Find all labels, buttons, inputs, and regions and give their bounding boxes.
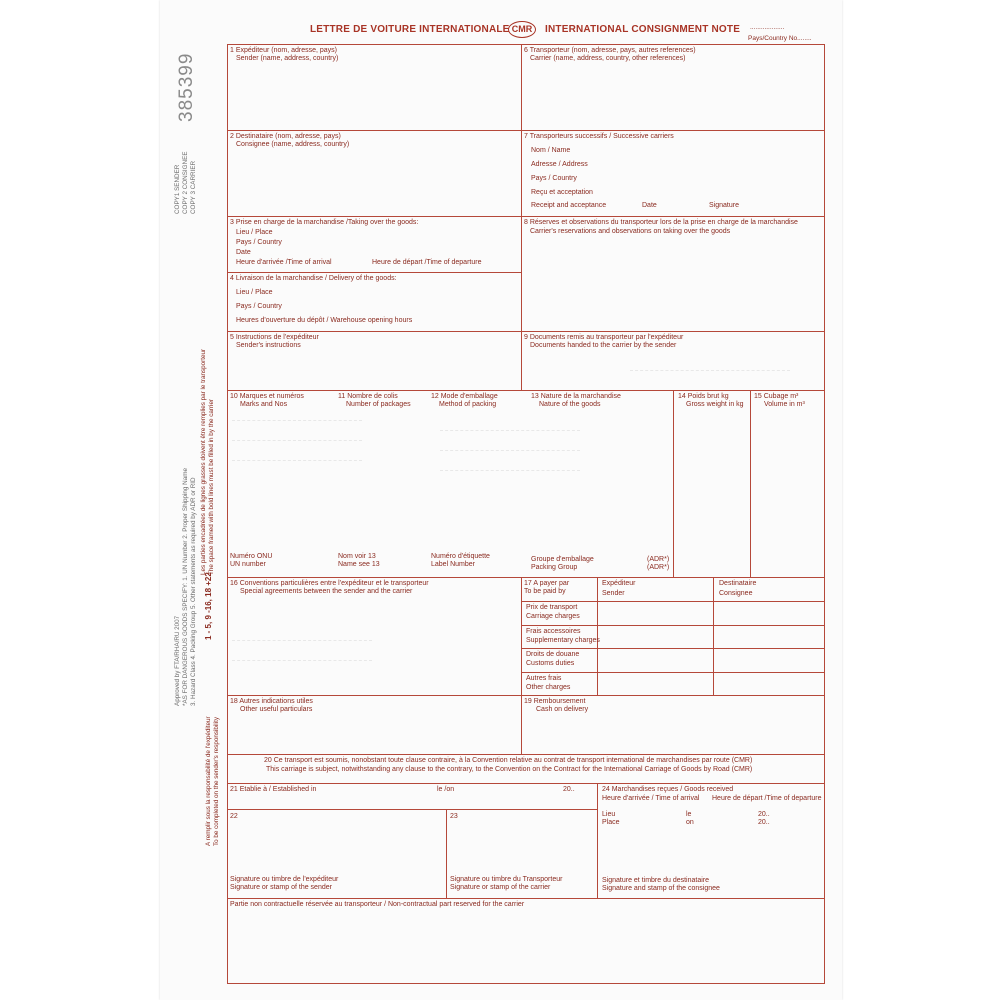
divider: [227, 898, 825, 899]
box17-row2-fr: Frais accessoires: [526, 628, 581, 635]
dg-onu: Numéro ONU: [230, 553, 273, 560]
divider: [521, 577, 522, 754]
box24-le: le: [686, 811, 692, 818]
box20-text-en: This carriage is subject, notwithstanding any clause to the contrary, to the Convention on the Contract for the International Carriage of Goods by Road (CMR): [266, 766, 753, 773]
box24-year-1: 20..: [758, 811, 770, 818]
divider: [597, 577, 598, 695]
box9-subtitle: Documents handed to the carrier by the sender: [530, 342, 677, 349]
divider: [521, 672, 825, 673]
box7-receipt: Receipt and acceptance: [531, 202, 607, 209]
box17-title: 17 A payer par: [524, 580, 570, 587]
box17-sender-fr: Expéditeur: [602, 580, 636, 587]
ghost-line: [630, 370, 790, 371]
box7-pays: Pays / Country: [531, 175, 577, 182]
box17-row4-en: Other charges: [526, 684, 571, 691]
pays-country-no: Pays/Country No........: [748, 35, 812, 42]
box24-place: Place: [602, 819, 620, 826]
divider: [227, 331, 825, 332]
box24-title: 24 Marchandises reçues / Goods received: [602, 786, 734, 793]
box8-subtitle: Carrier's reservations and observations on taking over the goods: [530, 228, 731, 235]
box3-date: Date: [236, 249, 251, 256]
bold-lines-note-fr: Les parties encadrées de lignes grasses doivent être remplies par le transporteur: [200, 348, 207, 575]
dg-label: Label Number: [431, 561, 475, 568]
dg-groupe: Groupe d'emballage: [531, 556, 594, 563]
box2-title: 2 Destinataire (nom, adresse, pays): [230, 133, 341, 140]
divider: [521, 44, 522, 390]
box17-subtitle: To be paid by: [524, 588, 566, 595]
boxes-note: 1 - 5, 9 -16, 18 +22: [204, 572, 213, 640]
divider: [446, 809, 447, 898]
divider: [521, 625, 825, 626]
non-contractual-part: Partie non contractuelle réservée au transporteur / Non-contractual part reserved for the carrier: [230, 901, 525, 908]
box7-title: 7 Transporteurs successifs / Successive carriers: [524, 133, 674, 140]
box3-lieu: Lieu / Place: [236, 229, 273, 236]
box21-established: 21 Etablie à / Established in: [230, 786, 317, 793]
col10-title: 10 Marques et numéros: [230, 393, 304, 400]
hazard-note: 3. Hazard Class 4. Packing Group 5. Other statements as required by ADR or RID: [190, 477, 197, 706]
dg-adr-1: (ADR*): [647, 556, 670, 563]
divider: [521, 648, 825, 649]
box1-subtitle: Sender (name, address, country): [236, 55, 339, 62]
box18-subtitle: Other useful particulars: [240, 706, 313, 713]
box16-subtitle: Special agreements between the sender and the carrier: [240, 588, 413, 595]
divider: [227, 577, 825, 578]
box7-date: Date: [642, 202, 657, 209]
bold-lines-note-en: The space framed with bold lines must be filled in by the carrier: [208, 398, 215, 575]
divider: [227, 390, 825, 391]
box9-title: 9 Documents remis au transporteur par l'expéditeur: [524, 334, 684, 341]
ghost-line: [232, 640, 372, 641]
box17-consignee-en: Consignee: [719, 590, 753, 597]
box3-pays: Pays / Country: [236, 239, 282, 246]
form-outer-frame: [227, 44, 825, 984]
ghost-line: [232, 440, 362, 441]
box22-signature-fr: Signature ou timbre de l'expéditeur: [230, 876, 339, 883]
box7-recu: Reçu et acceptation: [531, 189, 593, 196]
box4-lieu: Lieu / Place: [236, 289, 273, 296]
box19-title: 19 Remboursement: [524, 698, 586, 705]
copy-1-label: COPY1 SENDER: [174, 164, 181, 214]
box5-title: 5 Instructions de l'expéditeur: [230, 334, 319, 341]
divider: [227, 754, 825, 755]
divider: [713, 577, 714, 695]
col10-subtitle: Marks and Nos: [240, 401, 288, 408]
box19-subtitle: Cash on delivery: [536, 706, 589, 713]
box23-signature-en: Signature or stamp of the carrier: [450, 884, 551, 891]
ghost-line: [232, 660, 372, 661]
divider: [227, 695, 825, 696]
box4-heures: Heures d'ouverture du dépôt / Warehouse opening hours: [236, 317, 413, 324]
box2-subtitle: Consignee (name, address, country): [236, 141, 350, 148]
box23-signature-fr: Signature ou timbre du Transporteur: [450, 876, 563, 883]
divider: [227, 216, 825, 217]
box24-year-2: 20..: [758, 819, 770, 826]
box8-title: 8 Réserves et observations du transporteur lors de la prise en charge de la marchandise: [524, 219, 798, 226]
box17-row3-fr: Droits de douane: [526, 651, 580, 658]
box16-title: 16 Conventions particulières entre l'expéditeur et le transporteur: [230, 580, 429, 587]
divider: [750, 390, 751, 577]
col14-title: 14 Poids brut kg: [678, 393, 729, 400]
col11-title: 11 Nombre de colis: [338, 393, 398, 400]
ghost-line: [440, 450, 580, 451]
col13-subtitle: Nature of the goods: [539, 401, 601, 408]
box22-number: 22: [230, 813, 238, 820]
sender-responsibility-fr: A remplir sous la responsabilité de l'expéditeur: [205, 716, 212, 846]
col15-subtitle: Volume in m³: [764, 401, 805, 408]
divider: [597, 783, 598, 898]
ghost-line: [232, 420, 362, 421]
header-dots: ...................: [750, 24, 785, 31]
box18-title: 18 Autres indications utiles: [230, 698, 313, 705]
col11-subtitle: Number of packages: [346, 401, 411, 408]
divider: [227, 272, 521, 273]
divider: [227, 809, 597, 810]
dg-etiquette: Numéro d'étiquette: [431, 553, 490, 560]
col15-title: 15 Cubage m³: [754, 393, 799, 400]
copy-3-label: COPY 3 CARRIER: [190, 160, 197, 214]
box17-sender-en: Sender: [602, 590, 625, 597]
dg-packing: Packing Group: [531, 564, 578, 571]
divider: [673, 390, 674, 577]
serial-number: 385399: [176, 52, 197, 122]
dg-un: UN number: [230, 561, 266, 568]
col14-subtitle: Gross weight in kg: [686, 401, 744, 408]
box17-row1-fr: Prix de transport: [526, 604, 578, 611]
box17-row1-en: Carriage charges: [526, 613, 580, 620]
box3-arrivee: Heure d'arrivée /Time of arrival: [236, 259, 332, 266]
box3-title: 3 Prise en charge de la marchandise /Taking over the goods:: [230, 219, 419, 226]
box3-depart: Heure de départ /Time of departure: [372, 259, 482, 266]
title-fr: LETTRE DE VOITURE INTERNATIONALE: [310, 24, 510, 35]
box1-title: 1 Expéditeur (nom, adresse, pays): [230, 47, 337, 54]
box17-row3-en: Customs duties: [526, 660, 575, 667]
box7-adresse: Adresse / Address: [531, 161, 588, 168]
ghost-line: [232, 460, 362, 461]
box24-signature-fr: Signature et timbre du destinataire: [602, 877, 710, 884]
dangerous-goods-note: *AS FOR DANGEROUS GOODS SPECIFY: 1. UN Number 2. Proper Shipping Name: [182, 468, 189, 706]
box17-consignee-fr: Destinataire: [719, 580, 757, 587]
dg-voir13: Nom voir 13: [338, 553, 376, 560]
box17-row4-fr: Autres frais: [526, 675, 562, 682]
ghost-line: [440, 430, 580, 431]
box24-departure: Heure de départ /Time of departure: [712, 795, 822, 802]
divider: [227, 130, 825, 131]
box21-year: 20..: [563, 786, 575, 793]
box22-signature-en: Signature or stamp of the sender: [230, 884, 332, 891]
box6-title: 6 Transporteur (nom, adresse, pays, autres references): [524, 47, 696, 54]
box6-subtitle: Carrier (name, address, country, other references): [530, 55, 686, 62]
box4-pays: Pays / Country: [236, 303, 282, 310]
box7-nom: Nom / Name: [531, 147, 571, 154]
box24-signature-en: Signature and stamp of the consignee: [602, 885, 720, 892]
box17-row2-en: Supplementary charges: [526, 637, 600, 644]
divider: [521, 601, 825, 602]
ghost-line: [440, 470, 580, 471]
approved-note: Approved by FTA/RHA/RU 2007: [174, 615, 181, 706]
box7-signature: Signature: [709, 202, 739, 209]
box20-text-fr: 20 Ce transport est soumis, nonobstant toute clause contraire, à la Convention relative au contrat de transport international de marchandises par route (CMR): [264, 757, 753, 764]
dg-adr-2: (ADR*): [647, 564, 670, 571]
box24-on: on: [686, 819, 694, 826]
box4-title: 4 Livraison de la marchandise / Delivery of the goods:: [230, 275, 397, 282]
title-en: INTERNATIONAL CONSIGNMENT NOTE: [545, 24, 741, 35]
box24-arrival: Heure d'arrivée / Time of arrival: [602, 795, 700, 802]
col12-title: 12 Mode d'emballage: [431, 393, 498, 400]
col12-subtitle: Method of packing: [439, 401, 497, 408]
box23-number: 23: [450, 813, 458, 820]
box24-lieu: Lieu: [602, 811, 616, 818]
dg-see13: Name see 13: [338, 561, 380, 568]
box5-subtitle: Sender's instructions: [236, 342, 301, 349]
col13-title: 13 Nature de la marchandise: [531, 393, 621, 400]
sender-responsibility-en: To be completed on the sender's responsibility: [213, 717, 220, 846]
box21-on: le /on: [437, 786, 455, 793]
divider: [227, 783, 825, 784]
cmr-logo: CMR: [508, 21, 536, 38]
copy-2-label: COPY 2 CONSIGNEE: [182, 151, 189, 214]
